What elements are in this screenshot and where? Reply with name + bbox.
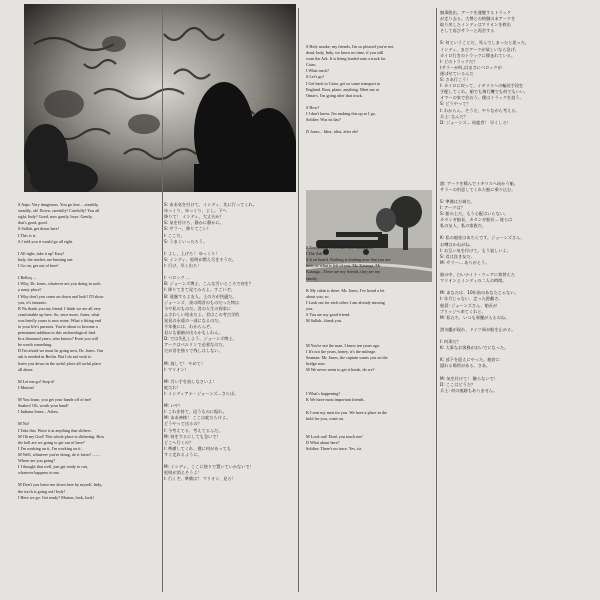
- text-line: I The Ark?: [306, 251, 325, 257]
- column-divider: [298, 8, 299, 592]
- text-line: I I thought that well, just get ready to run,: [18, 464, 88, 470]
- text-line: すぐ走れるように。: [164, 451, 202, 457]
- column-4: [440, 10, 584, 394]
- text-line: I: 年月じゃない、走った距離さ。: [440, 296, 503, 302]
- text-line: S: インディ、松明が燃え尽きそうだ。: [164, 256, 237, 262]
- text-line: I What truck?: [306, 68, 329, 74]
- text-line: M: 私たち、いつも邪魔が入るのね。: [440, 314, 510, 320]
- text-line: M: いや！: [164, 403, 183, 409]
- text-line: S It on board. Nothing is looking now that you are: [306, 257, 391, 263]
- text-line: I: ここだ。: [164, 232, 185, 238]
- text-line: the torch is going out! Indy!: [18, 488, 66, 494]
- text-line: permanent addition to this archaeological find.: [18, 330, 97, 336]
- text-line: whatever happens to me.: [18, 470, 60, 476]
- text-line: S How?: [306, 104, 320, 110]
- text-line: I Why don't you come on down and look? I'll show: [18, 293, 104, 299]
- text-line: お噂はかねがね。: [440, 241, 474, 247]
- text-line: M Look out! Don't you touch me!: [306, 434, 363, 439]
- text-line: M You're not the man, I knew ten years ago.: [306, 342, 381, 348]
- text-line: that's good, good.: [18, 220, 48, 226]
- text-line: S: 船の上だ。もう心配はいらない。: [440, 211, 509, 217]
- text-line: S Let's go!: [306, 74, 324, 80]
- text-line: comfortable up here. So, once more, Jones, what: [18, 311, 100, 317]
- text-line: I Why, Dr. Jones, whatever are you doing in such: [18, 281, 101, 287]
- text-line: インディ、まだアークが欲しいなら急げ。: [440, 46, 519, 52]
- text-line: マリオンとインディの二人の時間。: [440, 278, 507, 284]
- column-divider: [436, 8, 437, 592]
- text-line: Indy, the torches are burning out.: [18, 256, 74, 262]
- text-line: S: 君は良き友だ。: [440, 253, 475, 259]
- text-line: Snakes! Oh, worth your hand!: [18, 403, 69, 409]
- text-line: M: サラー... ありがとう。: [440, 259, 490, 265]
- text-line: S Everything is lost has been unmasked.: [306, 245, 374, 251]
- text-line: I: お互い気を付けて。もう寂しいよ。: [440, 247, 511, 253]
- text-line: I: 降りてきて見てみろよ。すごいぞ。: [164, 287, 235, 293]
- text-line: K I sent my men for you. We have a place in the: [306, 409, 387, 415]
- text-line: S: 準備は万端だ。: [440, 198, 475, 204]
- text-line: I All right, take it up! Easy!: [18, 250, 65, 256]
- text-line: I What's happening?: [306, 391, 341, 397]
- text-line: S Aaps. Very dangerous. You go first. ...steadily,: [18, 202, 99, 208]
- text-line: the hell are we going to get out of here?: [18, 439, 85, 445]
- text-line: I It's not the years, honey, it's the mileage.: [306, 348, 377, 354]
- text-line: 手配してくれ。船でも飛行機でも何でもいい。: [440, 89, 529, 95]
- text-line: B: 遠慮するよ友人。上の方が快適だ。: [164, 293, 237, 299]
- text-line: 港: アークを積んでイギリスへ向かう船。: [440, 180, 518, 186]
- text-line: I: アークは？: [440, 205, 465, 210]
- text-line: about you, so.: [306, 293, 330, 299]
- text-line: Soldier: Was ist das?: [306, 117, 341, 123]
- text-line: アークはベルリンで必要なのだ。: [164, 342, 227, 348]
- text-line: K We have most important friends.: [306, 397, 365, 403]
- text-line: dead, Indy, Indy, we know no time, if you still: [306, 50, 384, 56]
- text-line: I: マリオン！: [164, 366, 189, 372]
- text-line: leave you down in the awful place all awful place: [18, 360, 102, 366]
- text-line: I I'm working on it, I'm working on it.: [18, 445, 82, 451]
- text-line: M: あなたは、10年前のあなたじゃない。: [440, 290, 519, 296]
- column-2: [164, 196, 292, 482]
- text-line: だが君を独りで残しはしない。: [164, 348, 223, 354]
- text-line: S I told you it would go all right.: [18, 238, 74, 244]
- text-line: 隠れる場所がある。さあ。: [440, 363, 491, 369]
- text-line: ジョーンズ、束の間君のものだった物は: [164, 299, 240, 305]
- text-line: here, or what is left of you. Mr. Katanga, Mr.: [306, 263, 382, 269]
- text-line: I: 今考えてる、考えてるんだ。: [164, 427, 223, 433]
- text-line: I Belloq ...: [18, 275, 36, 281]
- text-line: I Get back to Cairo, get us some transport to: [306, 80, 381, 86]
- text-line: ゆっくり、ゆっくり、よし。下へ: [164, 208, 227, 214]
- text-line: K: 私の船室はあちらです。ジョーンズさん、: [440, 235, 525, 241]
- text-line: そして再びサラーと再会する: [440, 28, 495, 34]
- text-line: I: わからん。そうだ、やりながら考える。: [440, 107, 520, 113]
- text-line: S: うまくいったろう。: [164, 238, 208, 244]
- text-line: want the Ark. It is being loaded onto a truck for: [306, 56, 386, 62]
- text-line: I: 行くぞ。準備は？ マリオン、見ろ！: [164, 476, 236, 482]
- text-line: M We never seem to get it break, do we?: [306, 366, 375, 372]
- text-line: が走り去る。大勢との格闘の末アークを: [440, 16, 516, 22]
- text-line: I: これを持て。這うものに振れ。: [164, 409, 227, 415]
- text-line: M No!: [18, 421, 30, 427]
- text-line: 取り戻したインディはマリオンを救出: [440, 22, 511, 28]
- text-line: Omar's. I'm going after that truck.: [306, 92, 363, 98]
- text-line: I Look out for each other. I am already missing: [306, 299, 385, 305]
- text-line: 無事脱出、アークを運搬するトラック: [440, 10, 511, 15]
- text-line: I: インディアナ・ジョーンズ...さらば。: [164, 391, 239, 396]
- text-line: K My cabin is there. Mr. Jones, I've heard a lot: [306, 287, 385, 293]
- text-line: 今や私のものだ。君の人生の探求に: [164, 305, 232, 311]
- text-line: Katanga...These are my friends, they are my: [306, 269, 381, 275]
- text-line: M You louse, you get your hands off of me!: [18, 397, 92, 403]
- text-line: to your life's pursuits. You're about to become a: [18, 323, 98, 329]
- text-line: M: 何をするにしても急いで！: [164, 433, 221, 439]
- text-line: M: ああ神様！ ここは蛇だらけよ。: [164, 415, 231, 421]
- text-line: 君にも価値が出るかもしれん。: [164, 330, 223, 336]
- text-line: K: 大事なお客様がおいでになった。: [440, 345, 509, 351]
- text-line: M Sallah...thank you.: [306, 318, 343, 324]
- text-line: I: どのトラックだ？: [440, 58, 478, 64]
- text-line: I Here we go. Get ready? Marion, look, look!: [18, 494, 94, 500]
- text-line: S: 気を付けろ、静かに静かに。: [164, 220, 224, 226]
- text-line: 船員: ジョーンズさん、船長が: [440, 302, 498, 308]
- text-line: a nasty place?: [18, 287, 42, 293]
- text-line: I: よし、上げろ！ ゆっくり！: [164, 250, 220, 256]
- text-line: 兵士: 何の痕跡もありません。: [440, 387, 498, 393]
- text-line: K: 部下を迎えにやった。船倉に: [440, 357, 500, 363]
- text-line: ブリッジへ来てくれと。: [440, 308, 486, 314]
- text-line: 船の中、白いナイト・ウェアに着替えた: [440, 272, 515, 278]
- text-line: In a thousand years, who knows? Even you will: [18, 336, 99, 342]
- column-3: [306, 44, 434, 452]
- text-line: 兵士: なんだ？: [440, 113, 468, 119]
- text-line: M: インディ、ここに独りで置いていかないで！: [164, 464, 254, 470]
- text-line: ふさわしい結末だよ。君はこの考古学的: [164, 311, 240, 317]
- text-line: 千年後には、わからんぞ。: [164, 323, 215, 329]
- text-line: 私の友人、私の家族だ。: [440, 223, 487, 229]
- snake-pit-photo-graphic: [24, 4, 296, 192]
- text-line: M Oh my God! This whole place is slithering. How: [18, 433, 105, 439]
- text-line: オマーの家で会おう。僕はトラックを追う。: [440, 95, 524, 101]
- text-line: I Go on, get out of here!: [18, 263, 59, 269]
- text-line: どこへ行くの？: [164, 439, 194, 445]
- text-line: B No thank you my friend. I think we are all very: [18, 305, 102, 311]
- text-line: was briefly yours is now mine. What a fitting end: [18, 317, 101, 323]
- text-line: S: サラー、降りてこい！: [164, 226, 212, 232]
- text-line: I: ベロック ...: [164, 275, 190, 281]
- text-line: D: ここはどうだ？: [440, 381, 476, 387]
- text-line: S: さあ行こう！: [440, 77, 471, 83]
- text-line: I Marion!: [18, 384, 35, 390]
- text-line: steadily, ok! Down, carefully! Carefully! You all: [18, 208, 100, 214]
- text-line: all alone.: [18, 366, 34, 372]
- text-line: D: ジョーンズ... 馬鹿者！ 早くしろ！: [440, 119, 511, 125]
- text-line: カタンガ船長、カタンガ船長... 彼らは: [440, 217, 513, 223]
- text-line: S: 何ということだ、死んでしまったと思った。: [440, 40, 530, 46]
- text-line: 蛇だわ！: [164, 384, 181, 390]
- text-line: S You are my good friend.: [306, 312, 351, 318]
- text-line: (サラーが叫ぶ)まさにベロックが: [440, 64, 502, 70]
- text-line: you.: [306, 306, 314, 312]
- text-line: 運ばせているんだ: [440, 70, 474, 76]
- text-line: I Indiana Jones... Adieu.: [18, 409, 59, 415]
- text-line: B: ジョーンズ博士、こんな汚いところで何を？: [164, 281, 254, 287]
- text-line: カイロ行きのトラックに積まれている。: [440, 52, 516, 58]
- text-line: 潜水艦が現れ、ドイツ軍が船を止める。: [440, 326, 516, 332]
- text-line: S Sallah, get down here!: [18, 226, 60, 232]
- text-line: hold for you, come on.: [306, 415, 345, 421]
- text-line: D I'm afraid we must be going now, Dr. Jones. Our: [18, 348, 104, 354]
- text-line: M Don't you leave me down here by myself, Indy,: [18, 482, 103, 488]
- text-line: D What about here?: [306, 440, 340, 446]
- text-line: I: 行け、早く出ろ！: [164, 263, 202, 269]
- text-line: family.: [306, 275, 318, 281]
- text-line: 降りて！ インディ、大丈夫か？: [164, 214, 224, 220]
- text-line: S: どうやって？: [440, 101, 471, 107]
- text-line: I: 何事だ？: [440, 339, 461, 345]
- text-line: M Well, whatever you're doing, do it faster! ........: [18, 451, 101, 457]
- text-line: M: 放して！ やめて！: [164, 360, 206, 366]
- text-line: D: では失礼しよう、ジョーンズ博士。: [164, 336, 237, 342]
- column-1: [18, 196, 160, 501]
- text-line: I This is it.: [18, 232, 37, 238]
- text-line: S: ああ気を付けて。インディ、先に行ってくれ。: [164, 202, 258, 208]
- text-line: ark is needed in Berlin. But I do not wish to: [18, 354, 92, 360]
- text-line: M: 汚い手を放しなさいよ！: [164, 378, 217, 384]
- text-line: サラーの用意してくれた船に乗り込む。: [440, 186, 516, 192]
- text-line: I: 準備してくれ、僕に何があっても: [164, 445, 232, 451]
- text-line: Soldier: There's no trace. Yes, sir.: [306, 446, 362, 452]
- text-line: England. Boat, plane, anything. Meet me at: [306, 86, 379, 92]
- text-line: I: カイロに戻って、イギリスへの輸送手段を: [440, 83, 524, 89]
- text-line: Where are you going?: [18, 458, 56, 464]
- text-line: 発見の永遠の一部になるのだ。: [164, 317, 223, 323]
- text-line: be worth something.: [18, 342, 53, 348]
- text-line: D Jones... Idiot, idiot, after ole!: [306, 129, 359, 135]
- text-line: bridge now.: [306, 360, 326, 366]
- text-line: 松明が消えそうよ！: [164, 470, 202, 476]
- text-line: I Take this. Wave it at anything that slithers.: [18, 427, 92, 433]
- text-line: Seaman: Mr. Jones, the captain wants you on the: [306, 354, 388, 360]
- text-line: M Let me go! Stop it!: [18, 378, 55, 384]
- text-line: M: 気を付けて！ 触らないで！: [440, 375, 498, 381]
- column-divider: [162, 8, 163, 592]
- text-line: Cairo.: [306, 62, 317, 68]
- text-line: S Holy smoke, my friends, I'm so pleased you're not: [306, 44, 394, 49]
- snake-pit-photo: [24, 4, 296, 192]
- text-line: right, Indy? Good, now gently, boys. Gently,: [18, 214, 93, 220]
- text-line: you, it's fantastic.: [18, 299, 48, 305]
- text-line: どうやって出るの？: [164, 421, 202, 427]
- text-line: I I don't know. I'm making this up as I go.: [306, 111, 376, 117]
